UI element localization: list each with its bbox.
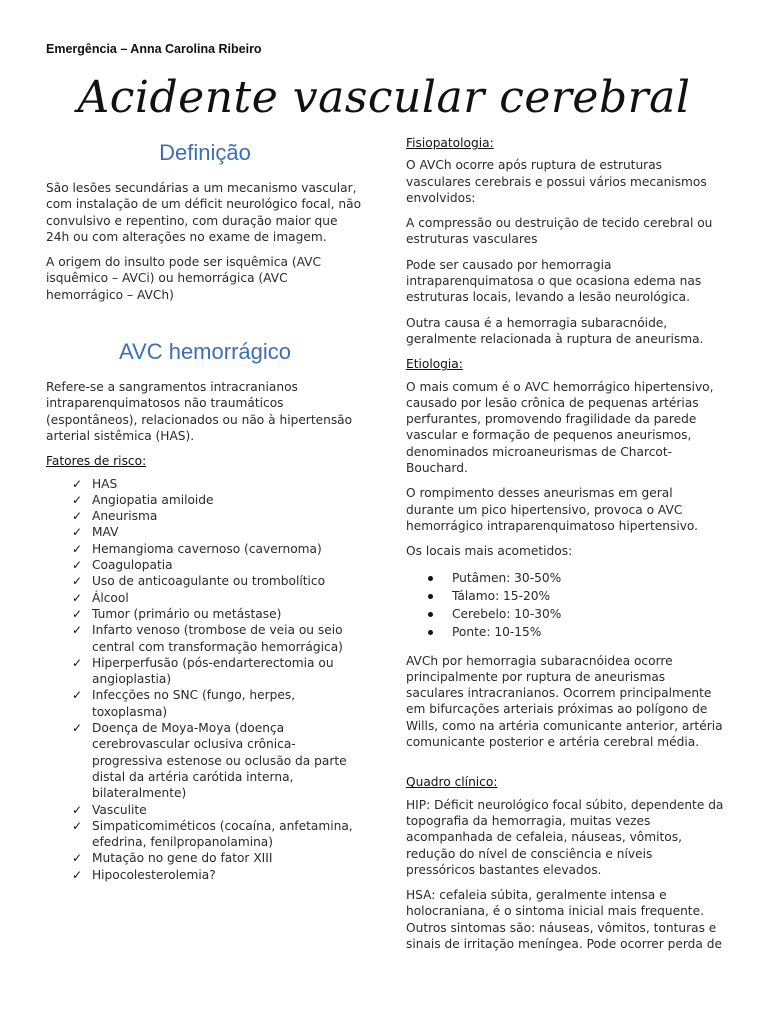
- definicao-paragraph-1: São lesões secundárias a um mecanismo vascular, com instalação de um déficit neurológico focal, não convulsivo e repentino, com duração maior que 24h ou com alterações no exame de imagem.: [46, 181, 362, 244]
- list-item: ✓ Hiperperfusão (pós-endarterectomia ou angioplastia): [72, 655, 334, 687]
- locais-list: [426, 569, 724, 641]
- definicao-paragraph-2: A origem do insulto pode ser isquêmica (AVC isquêmico – AVCi) ou hemorrágica (AVC hemorrágico – AVCh): [46, 255, 321, 302]
- checkmark-icon: ✓: [72, 476, 83, 491]
- list-item: ✓ MAV: [72, 525, 119, 540]
- bullet-icon: [428, 612, 433, 617]
- checkmark-icon: ✓: [72, 721, 83, 736]
- fatores-de-risco-list: [50, 476, 364, 883]
- list-item: ✓ Doença de Moya-Moya (doença cerebrovascular oclusiva crônica-progressiva estenose ou oclusão da parte distal da artéria carótida interna, bilateralmente): [72, 721, 347, 801]
- list-item: ✓ Tumor (primário ou metástase): [72, 606, 282, 621]
- checkmark-icon: ✓: [72, 606, 83, 621]
- checkmark-icon: ✓: [72, 688, 83, 703]
- fatores-de-risco-label: Fatores de risco:: [46, 454, 147, 469]
- fisio-paragraph-2: A compressão ou destruição de tecido cerebral ou estruturas vasculares: [406, 216, 713, 247]
- avc-hemorragico-heading: AVC hemorrágico: [119, 339, 291, 365]
- checkmark-icon: ✓: [72, 541, 83, 556]
- fisio-paragraph-3: Pode ser causado por hemorragia intraparenquimatosa o que ocasiona edema nas estruturas locais, levando a lesão neurológica.: [406, 257, 702, 305]
- checkmark-icon: ✓: [72, 492, 83, 507]
- etio-paragraph-4: AVCh por hemorragia subaracnóidea ocorre principalmente por ruptura de aneurismas saculares intracranianos. Ocorrem principalmente em bifurcações arteriais próximas ao polígono de Wills, como na artéria comunicante anterior, artéria comunicante posterior e artéria cerebral média.: [406, 653, 723, 750]
- list-item: ✓ Infarto venoso (trombose de veia ou seio central com transformação hemorrágica): [72, 623, 343, 654]
- list-item: Ponte: 10-15%: [426, 623, 724, 641]
- definicao-heading: Definição: [159, 140, 251, 165]
- left-column: [46, 140, 364, 883]
- list-item: ✓ Vasculite: [72, 802, 147, 817]
- list-item: ✓ Mutação no gene do fator XIII: [72, 851, 273, 866]
- list-item: ✓ Álcool: [72, 590, 129, 605]
- list-item: Putâmen: 30-50%: [426, 569, 724, 587]
- checkmark-icon: ✓: [72, 851, 83, 866]
- checkmark-icon: ✓: [72, 655, 83, 670]
- checkmark-icon: ✓: [72, 802, 83, 817]
- list-item: Tálamo: 15-20%: [426, 587, 724, 605]
- checkmark-icon: ✓: [72, 818, 83, 833]
- list-item: ✓ Infecções no SNC (fungo, herpes, toxoplasma): [72, 688, 296, 719]
- bullet-icon: [428, 576, 433, 581]
- checkmark-icon: ✓: [72, 574, 83, 589]
- checkmark-icon: ✓: [72, 623, 83, 638]
- list-item: ✓ Hipocolesterolemia?: [72, 867, 216, 882]
- list-item: ✓ Uso de anticoagulante ou trombolítico: [72, 574, 326, 589]
- quadro-paragraph-2: HSA: cefaleia súbita, geralmente intensa e holocraniana, é o sintoma inicial mais frequente. Outros sintomas são: náuseas, vômitos, tonturas e sinais de irritação meníngea. Pode ocorrer perda de: [406, 888, 722, 951]
- list-item: ✓ Hemangioma cavernoso (cavernoma): [72, 541, 322, 556]
- etio-paragraph-1: O mais comum é o AVC hemorrágico hipertensivo, causado por lesão crônica de pequenas artérias perfurantes, promovendo fragilidade da parede vascular e formação de pequenos aneurismos, denominados microaneurismas de Charcot-Bouchard.: [406, 379, 714, 476]
- bullet-icon: [428, 630, 433, 635]
- fisiopatologia-label: Fisiopatologia:: [406, 136, 494, 150]
- etio-paragraph-2: O rompimento desses aneurismas em geral durante um pico hipertensivo, provoca o AVC hemorrágico intraparenquimatoso hipertensivo.: [406, 486, 699, 533]
- list-item: Cerebelo: 10-30%: [426, 605, 724, 623]
- etio-paragraph-3: Os locais mais acometidos:: [406, 544, 573, 559]
- fisio-paragraph-1: O AVCh ocorre após ruptura de estruturas vasculares cerebrais e possui vários mecanismos envolvidos:: [406, 158, 707, 205]
- list-item: ✓ Simpaticomiméticos (cocaína, anfetamina, efedrina, fenilpropanolamina): [72, 818, 353, 850]
- checkmark-icon: ✓: [72, 558, 83, 573]
- document-title: Acidente vascular cerebral: [77, 72, 691, 123]
- list-item: ✓ Aneurisma: [72, 509, 158, 524]
- fisio-paragraph-4: Outra causa é a hemorragia subaracnóide, geralmente relacionada à ruptura de aneurisma.: [406, 315, 704, 346]
- bullet-icon: [428, 594, 433, 599]
- list-item: ✓ HAS: [72, 476, 118, 491]
- etiologia-label: Etiologia:: [406, 357, 463, 372]
- checkmark-icon: ✓: [72, 509, 83, 524]
- list-item: ✓ Angiopatia amiloide: [72, 492, 214, 507]
- list-item: ✓ Coagulopatia: [72, 558, 173, 573]
- quadro-paragraph-1: HIP: Déficit neurológico focal súbito, dependente da topografia da hemorragia, muitas vezes acompanhada de cefaleia, náuseas, vômitos, redução do nível de consciência e níveis pressóricos bastantes elevados.: [406, 797, 724, 877]
- avch-paragraph-1: Refere-se a sangramentos intracranianos intraparenquimatosos não traumáticos (espontâneos), relacionados ou não à hipertensão arterial sistêmica (HAS).: [46, 380, 353, 443]
- checkmark-icon: ✓: [72, 867, 83, 882]
- checkmark-icon: ✓: [72, 590, 83, 605]
- right-column: [406, 135, 724, 961]
- checkmark-icon: ✓: [72, 525, 83, 540]
- quadro-clinico-label: Quadro clínico:: [406, 775, 498, 790]
- document-header: Emergência – Anna Carolina Ribeiro: [46, 42, 262, 56]
